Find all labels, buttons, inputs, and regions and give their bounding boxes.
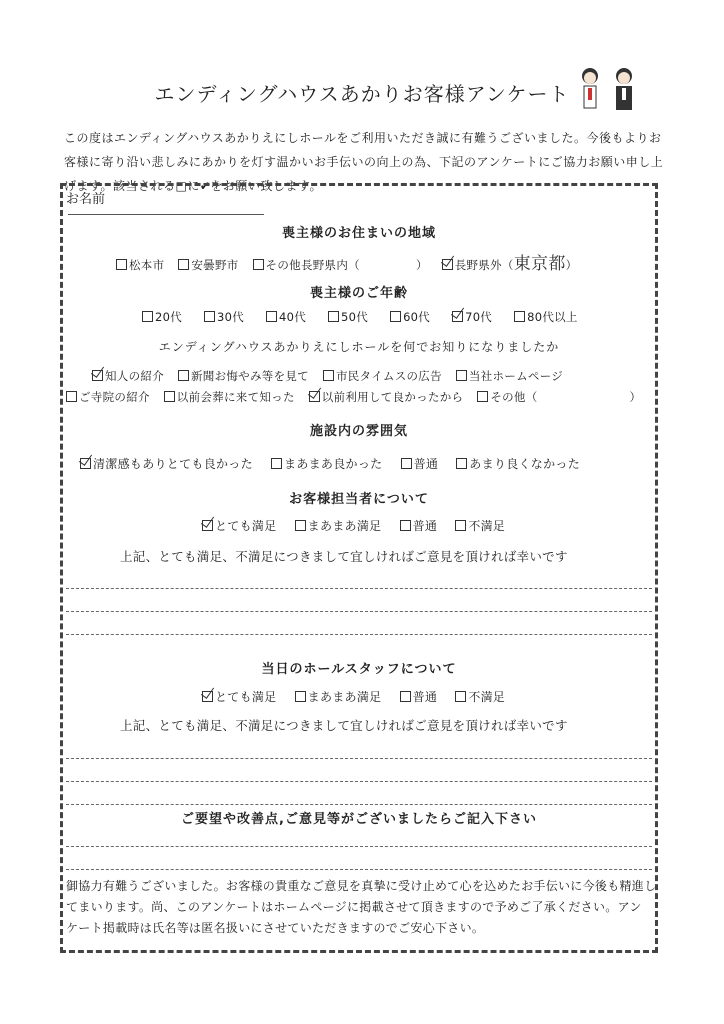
q6-checkbox-fairly-satisfied[interactable] (295, 691, 306, 702)
q5-checkbox-very-satisfied[interactable] (202, 520, 213, 531)
q2-checkbox-20s[interactable] (142, 311, 153, 322)
q2-checkbox-60s[interactable] (390, 311, 401, 322)
q2-checkbox-30s[interactable] (204, 311, 215, 322)
q4-checkbox-very-clean[interactable] (80, 458, 91, 469)
q6-comment-line-2[interactable] (66, 781, 652, 782)
q5-title: お客様担当者について (289, 492, 429, 507)
q7-comment-line-2[interactable] (66, 869, 652, 870)
q4-title: 施設内の雰囲気 (309, 424, 408, 439)
page-title: エンディングハウスあかりお客様アンケート (154, 82, 570, 106)
q1-checkbox-outside-nagano[interactable] (442, 259, 453, 270)
q3-options-row1: 知人の紹介 新聞お悔やみ等を見て 市民タイムスの広告 当社ホームページ (92, 368, 573, 384)
q3-checkbox-past-funeral[interactable] (164, 391, 175, 402)
q4-checkbox-not-good[interactable] (456, 458, 467, 469)
q2-checkbox-40s[interactable] (266, 311, 277, 322)
q5-checkbox-average[interactable] (400, 520, 411, 531)
q2-checkbox-70s[interactable] (452, 311, 463, 322)
name-label: お名前 (66, 192, 106, 207)
q3-title: エンディングハウスあかりえにしホールを何でお知りになりましたか (158, 340, 560, 354)
q2-options: 20代 30代 40代 50代 60代 70代 80代以上 (142, 309, 588, 325)
q6-options: とても満足 まあまあ満足 普通 不満足 (202, 688, 515, 705)
q3-checkbox-times-ad[interactable] (323, 370, 334, 381)
q7-title: ご要望や改善点,ご意見等がございましたらご記入下さい (181, 812, 537, 827)
intro-text: この度はエンディングハウスあかりえにしホールをご利用いただき誠に有難うございました。今後もよりお 客様に寄り沿い悲しみにあかりを灯す温かいお手伝いの向上の為、下記のアンケートにご協力お願い申し上 げます。該当される□に✔をお願い致します。 (64, 131, 664, 193)
staff-illustration (576, 66, 646, 116)
q3-checkbox-temple[interactable] (66, 391, 77, 402)
q5-checkbox-fairly-satisfied[interactable] (295, 520, 306, 531)
q4-checkbox-average[interactable] (401, 458, 412, 469)
q2-title: 喪主様のご年齢 (309, 286, 408, 301)
name-field-line[interactable] (68, 214, 264, 215)
q3-checkbox-other[interactable] (477, 391, 488, 402)
q6-checkbox-dissatisfied[interactable] (455, 691, 466, 702)
q6-checkbox-average[interactable] (400, 691, 411, 702)
q1-title: 喪主様のお住まいの地域 (281, 226, 436, 241)
q7-comment-line-1[interactable] (66, 846, 652, 847)
q6-comment-line-3[interactable] (66, 804, 652, 805)
q1-checkbox-other-nagano[interactable] (253, 259, 264, 270)
q2-checkbox-50s[interactable] (328, 311, 339, 322)
q5-checkbox-dissatisfied[interactable] (455, 520, 466, 531)
q5-comment-line-2[interactable] (66, 611, 652, 612)
q1-checkbox-azumino[interactable] (178, 259, 189, 270)
q3-checkbox-newspaper[interactable] (178, 370, 189, 381)
q3-checkbox-used-before[interactable] (309, 391, 320, 402)
q5-comment-line-3[interactable] (66, 634, 652, 635)
q4-checkbox-fairly-good[interactable] (271, 458, 282, 469)
q6-title: 当日のホールスタッフについて (261, 662, 457, 677)
q4-options: 清潔感もありとても良かった まあまあ良かった 普通 あまり良くなかった (80, 455, 590, 472)
q3-options-row2: ご寺院の紹介 以前会葬に来て知った 以前利用して良かったから その他（ ） (66, 389, 651, 405)
handwritten-tokyo: 東京都 (513, 254, 566, 274)
q2-checkbox-80s-plus[interactable] (514, 311, 525, 322)
q5-comment-line-1[interactable] (66, 588, 652, 589)
footer-text: 御協力有難うございました。お客様の貴重なご意見を真摯に受け止めて心を込めたお手伝いに今後も精進し てまいります。尚、このアンケートはホームページに掲載させて頂きますので予めご了承ください。アン ケート掲載時は氏名等は匿名扱いにさせていただきますのでご安心下さい。 (66, 879, 657, 935)
q3-checkbox-homepage[interactable] (456, 370, 467, 381)
q5-options: とても満足 まあまあ満足 普通 不満足 (202, 517, 515, 534)
q6-checkbox-very-satisfied[interactable] (202, 691, 213, 702)
q5-note: 上記、とても満足、不満足につきまして宜しければご意見を頂ければ幸いです (120, 549, 568, 564)
q3-checkbox-acquaintance[interactable] (92, 370, 103, 381)
q1-options: 松本市 安曇野市 その他長野県内（ ） 長野県外（東京都） (116, 249, 587, 274)
q6-comment-line-1[interactable] (66, 758, 652, 759)
q6-note: 上記、とても満足、不満足につきまして宜しければご意見を頂ければ幸いです (120, 718, 568, 733)
q1-checkbox-matsumoto[interactable] (116, 259, 127, 270)
